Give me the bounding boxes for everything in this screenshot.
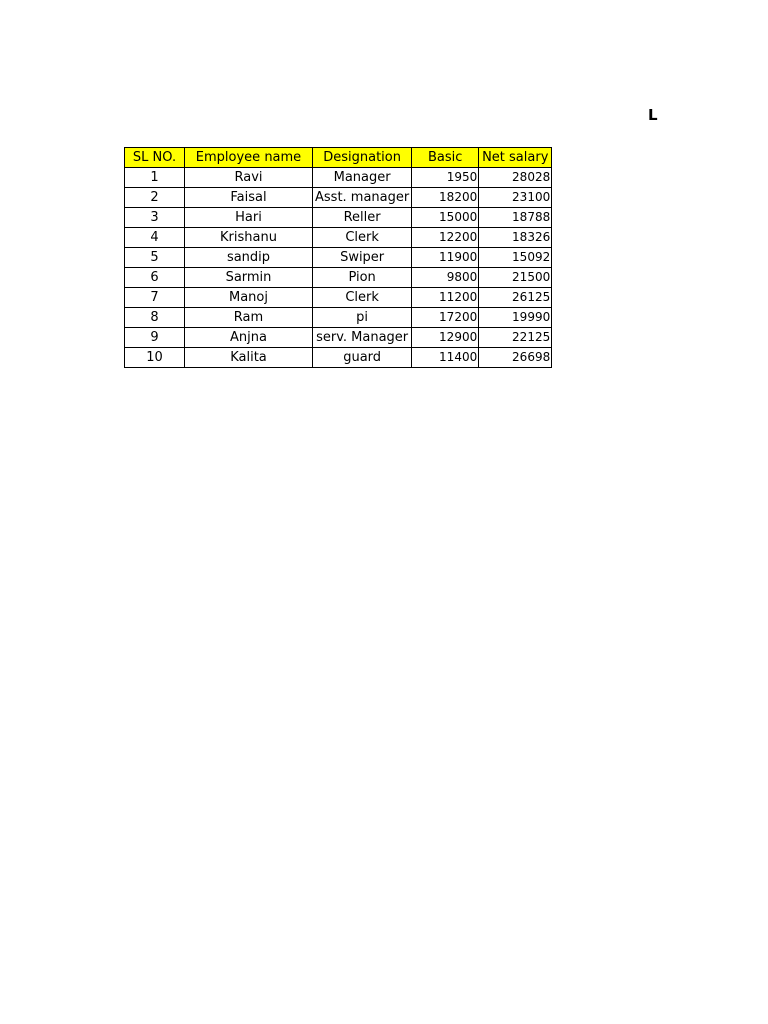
cell-employee-name: Hari [185, 208, 313, 228]
table-row [125, 268, 552, 288]
cell-designation: Clerk [313, 288, 412, 308]
table-row [125, 328, 552, 348]
cell-employee-name: Ravi [185, 168, 313, 188]
cell-basic: 11900 [412, 248, 479, 268]
cell-employee-name: Manoj [185, 288, 313, 308]
header-basic: Basic [412, 148, 479, 168]
cell-designation: serv. Manager [313, 328, 412, 348]
cell-basic: 12200 [412, 228, 479, 248]
table-row [125, 348, 552, 368]
table-row [125, 308, 552, 328]
cell-net-salary: 28028 [479, 168, 552, 188]
cell-sl-no: 2 [125, 188, 185, 208]
cell-basic: 11400 [412, 348, 479, 368]
cell-employee-name: Sarmin [185, 268, 313, 288]
corner-mark: L [648, 106, 658, 124]
cell-basic: 1950 [412, 168, 479, 188]
header-net-salary: Net salary [479, 148, 552, 168]
cell-net-salary: 15092 [479, 248, 552, 268]
cell-employee-name: Krishanu [185, 228, 313, 248]
cell-designation: Clerk [313, 228, 412, 248]
cell-net-salary: 22125 [479, 328, 552, 348]
cell-designation: pi [313, 308, 412, 328]
cell-net-salary: 26125 [479, 288, 552, 308]
cell-sl-no: 6 [125, 268, 185, 288]
header-employee-name: Employee name [185, 148, 313, 168]
cell-basic: 11200 [412, 288, 479, 308]
cell-employee-name: Anjna [185, 328, 313, 348]
cell-net-salary: 18326 [479, 228, 552, 248]
table-row [125, 188, 552, 208]
cell-net-salary: 26698 [479, 348, 552, 368]
cell-sl-no: 5 [125, 248, 185, 268]
cell-basic: 15000 [412, 208, 479, 228]
cell-net-salary: 21500 [479, 268, 552, 288]
header-row [125, 148, 552, 168]
cell-basic: 12900 [412, 328, 479, 348]
cell-designation: Pion [313, 268, 412, 288]
cell-designation: guard [313, 348, 412, 368]
cell-sl-no: 9 [125, 328, 185, 348]
cell-basic: 18200 [412, 188, 479, 208]
cell-net-salary: 18788 [479, 208, 552, 228]
cell-sl-no: 10 [125, 348, 185, 368]
cell-basic: 9800 [412, 268, 479, 288]
cell-sl-no: 8 [125, 308, 185, 328]
cell-net-salary: 23100 [479, 188, 552, 208]
header-designation: Designation [313, 148, 412, 168]
table-row [125, 168, 552, 188]
cell-net-salary: 19990 [479, 308, 552, 328]
cell-employee-name: Faisal [185, 188, 313, 208]
cell-sl-no: 3 [125, 208, 185, 228]
cell-sl-no: 1 [125, 168, 185, 188]
table-row [125, 208, 552, 228]
cell-employee-name: sandip [185, 248, 313, 268]
cell-designation: Reller [313, 208, 412, 228]
cell-designation: Asst. manager [313, 188, 412, 208]
cell-employee-name: Ram [185, 308, 313, 328]
employee-salary-table [124, 147, 552, 368]
cell-designation: Swiper [313, 248, 412, 268]
table-row [125, 248, 552, 268]
cell-sl-no: 7 [125, 288, 185, 308]
table-row [125, 288, 552, 308]
header-sl-no: SL NO. [125, 148, 185, 168]
cell-employee-name: Kalita [185, 348, 313, 368]
cell-basic: 17200 [412, 308, 479, 328]
cell-designation: Manager [313, 168, 412, 188]
cell-sl-no: 4 [125, 228, 185, 248]
table-row [125, 228, 552, 248]
